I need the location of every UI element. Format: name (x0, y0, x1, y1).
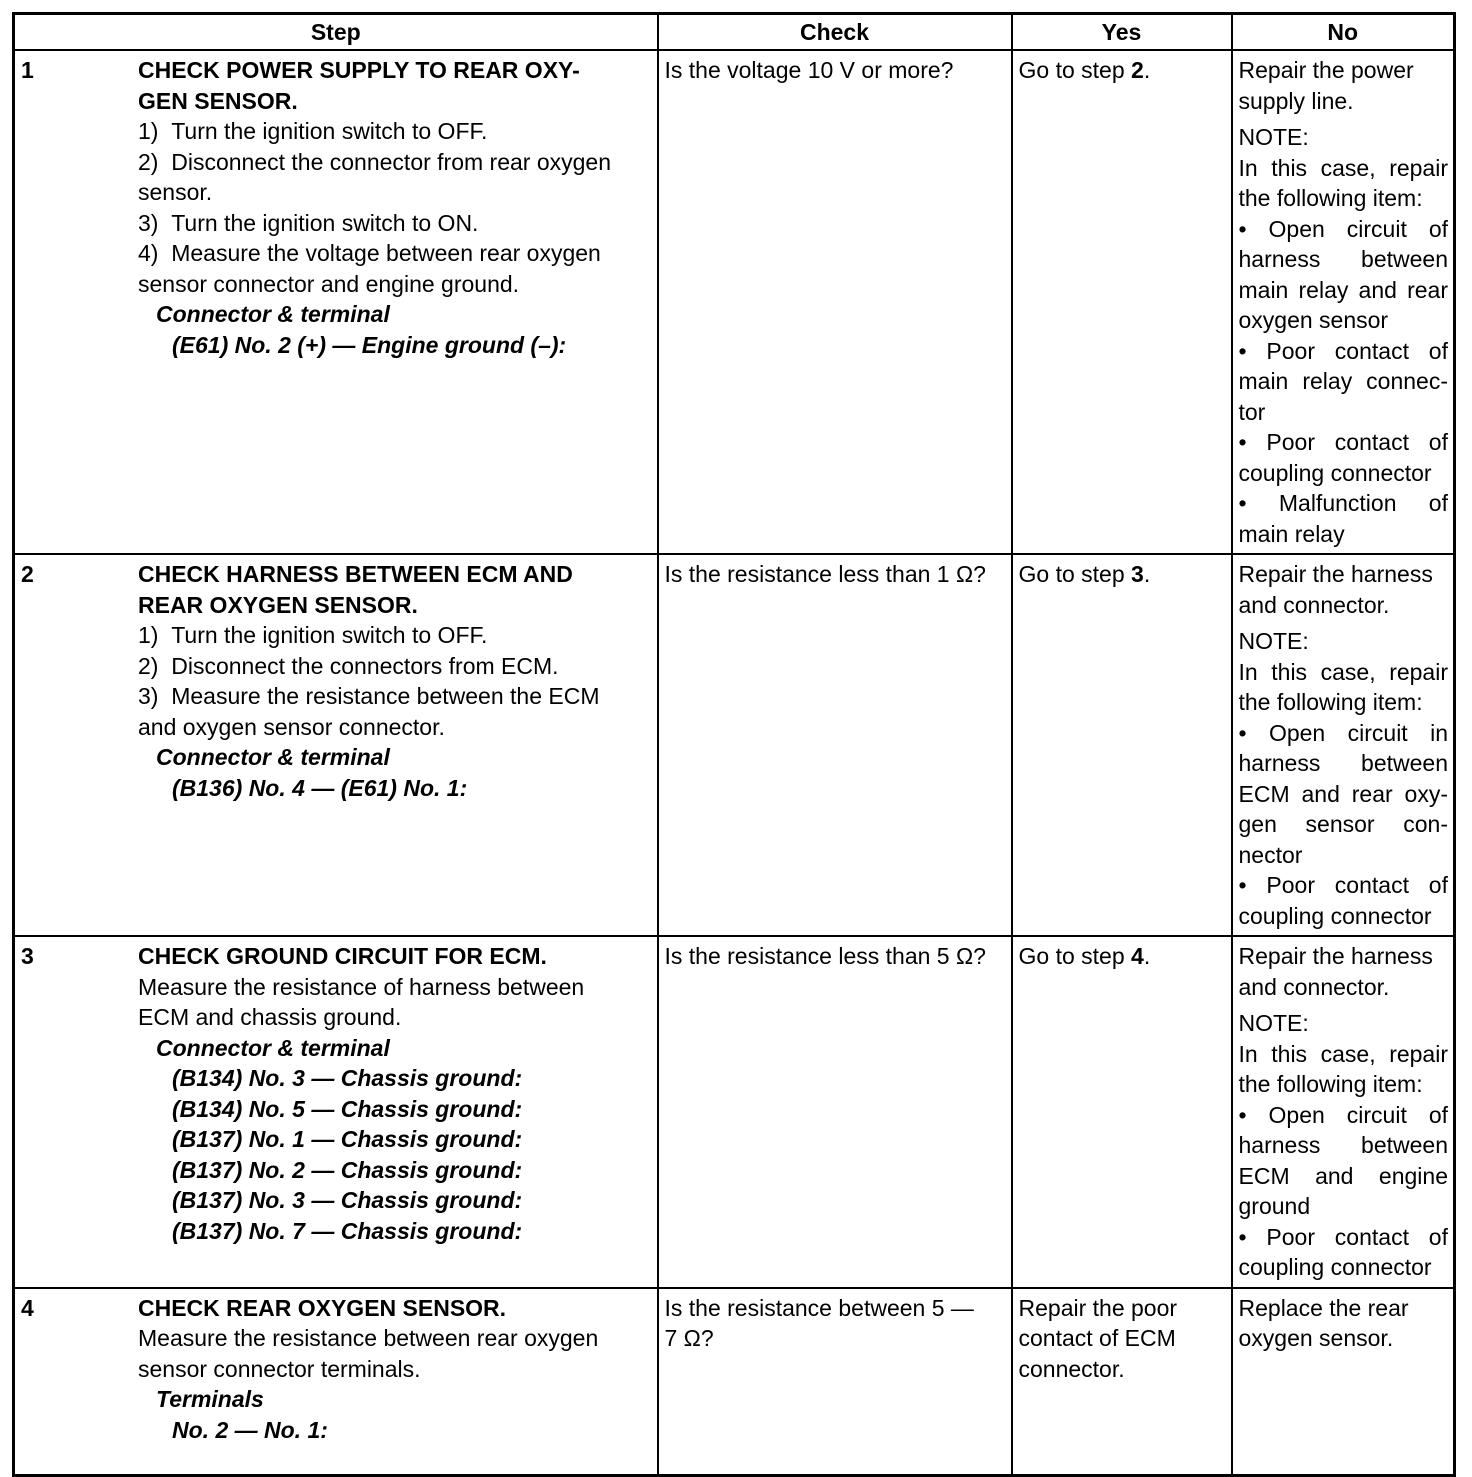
yes-action: connector. (1018, 1355, 1125, 1382)
note-intro: the following item: (1238, 1071, 1423, 1097)
note-item: ground (1238, 1193, 1311, 1219)
no-action: oxygen sensor. (1238, 1325, 1394, 1351)
table-row (14, 1288, 1455, 1476)
note-item: gen sensor con- (1238, 811, 1448, 837)
step-instruction: 3) Turn the ignition switch to ON. (138, 209, 479, 236)
connector-label: Connector & terminal (156, 744, 390, 770)
yes-step-number: 2 (1131, 57, 1144, 83)
note-item: main relay connec- (1238, 368, 1448, 394)
header-yes: Yes (1012, 14, 1232, 51)
no-cell (1232, 554, 1455, 936)
step-title: REAR OXYGEN SENSOR. (138, 591, 418, 618)
check-cell: Is the voltage 10 V or more? (658, 50, 1012, 554)
step-instruction: 2) Disconnect the connectors from ECM. (138, 652, 559, 679)
yes-prefix: Go to step (1018, 561, 1132, 587)
connector-terminal: (B136) No. 4 — (E61) No. 1: (172, 774, 468, 801)
no-action: Replace the rear (1238, 1294, 1409, 1321)
note-item: • Poor contact of (1238, 872, 1448, 898)
note-item: harness between (1238, 246, 1448, 272)
connector-terminal: (B137) No. 1 — Chassis ground: (172, 1126, 523, 1152)
connector-terminal: (E61) No. 2 (+) — Engine ground (–): (172, 331, 567, 358)
step-cell (14, 936, 658, 1288)
connector-terminal: (B137) No. 2 — Chassis ground: (172, 1156, 523, 1183)
step-cell (14, 554, 658, 936)
note-item: • Open circuit of (1238, 1101, 1448, 1128)
no-cell (1232, 936, 1455, 1288)
yes-prefix: Go to step (1018, 943, 1132, 969)
step-title: GEN SENSOR. (138, 87, 298, 114)
yes-action: Repair the poor (1018, 1294, 1178, 1321)
table-row (14, 936, 1455, 1288)
connector-terminal: (B137) No. 3 — Chassis ground: (172, 1187, 523, 1213)
header-step: Step (14, 14, 658, 51)
note-intro: the following item: (1238, 689, 1423, 715)
check-text: Is the resistance between 5 — (664, 1294, 974, 1321)
step-instruction: 1) Turn the ignition switch to OFF. (138, 118, 488, 144)
connector-terminal: (B134) No. 5 — Chassis ground: (172, 1095, 523, 1122)
note-item: harness between (1238, 750, 1448, 776)
note-item: • Poor contact of (1238, 1223, 1448, 1250)
step-title: CHECK HARNESS BETWEEN ECM AND (138, 561, 573, 587)
note-item: • Open circuit in (1238, 719, 1448, 746)
no-cell (1232, 1288, 1455, 1476)
note-item: • Malfunction of (1238, 490, 1448, 516)
no-action: Repair the harness (1238, 943, 1433, 969)
step-instruction: 4) Measure the voltage between rear oxygen (138, 240, 601, 266)
note-item: ECM and engine (1238, 1162, 1448, 1189)
terminals-label: Terminals (156, 1386, 264, 1412)
table-row (14, 50, 1455, 554)
yes-suffix: . (1143, 57, 1151, 83)
yes-step-number: 3 (1131, 561, 1144, 587)
yes-suffix: . (1143, 943, 1151, 969)
step-title: CHECK GROUND CIRCUIT FOR ECM. (138, 943, 547, 969)
yes-cell (1012, 554, 1232, 936)
no-cell (1232, 50, 1455, 554)
step-number: 3 (21, 943, 34, 969)
note-item: nector (1238, 841, 1303, 868)
note-item: • Poor contact of (1238, 337, 1448, 364)
yes-cell (1012, 1288, 1232, 1476)
yes-step-number: 4 (1131, 943, 1144, 969)
step-instruction: sensor. (138, 179, 213, 205)
note-item: coupling connector (1238, 1254, 1432, 1280)
step-cell (14, 50, 658, 554)
no-action: Repair the power (1238, 57, 1414, 83)
no-action: Repair the harness (1238, 561, 1433, 587)
header-row (14, 14, 1455, 51)
note-item: ECM and rear oxy- (1238, 780, 1448, 807)
step-instruction: sensor connector terminals. (138, 1355, 421, 1382)
step-instruction: 2) Disconnect the connector from rear oxygen (138, 148, 612, 175)
diagnostic-table (12, 12, 1456, 1477)
note-item: tor (1238, 398, 1266, 425)
check-cell: Is the resistance less than 1 Ω? (658, 554, 1012, 936)
note-title: NOTE: (1238, 628, 1309, 654)
step-title: CHECK REAR OXYGEN SENSOR. (138, 1294, 507, 1321)
yes-prefix: Go to step (1018, 57, 1132, 83)
no-action: and connector. (1238, 591, 1390, 618)
note-item: • Poor contact of (1238, 429, 1448, 455)
step-instruction: Measure the resistance of harness between (138, 973, 585, 1000)
note-item: • Open circuit of (1238, 215, 1448, 242)
note-intro: In this case, repair (1238, 154, 1448, 181)
connector-terminal: (B134) No. 3 — Chassis ground: (172, 1065, 523, 1091)
note-intro: In this case, repair (1238, 658, 1448, 685)
step-number: 1 (21, 57, 34, 83)
yes-cell (1012, 936, 1232, 1288)
step-instruction: 1) Turn the ignition switch to OFF. (138, 622, 488, 648)
note-item: oxygen sensor (1238, 307, 1389, 333)
note-intro: the following item: (1238, 185, 1423, 211)
step-title: CHECK POWER SUPPLY TO REAR OXY- (138, 57, 580, 83)
yes-cell (1012, 50, 1232, 554)
yes-action: contact of ECM (1018, 1325, 1176, 1351)
step-number: 2 (21, 561, 34, 587)
check-cell: Is the resistance less than 5 Ω? (658, 936, 1012, 1288)
note-title: NOTE: (1238, 124, 1309, 150)
step-instruction: and oxygen sensor connector. (138, 713, 445, 740)
step-cell (14, 1288, 658, 1476)
connector-label: Connector & terminal (156, 301, 390, 327)
connector-terminal: (B137) No. 7 — Chassis ground: (172, 1217, 523, 1244)
header-check: Check (658, 14, 1012, 51)
note-item: coupling connector (1238, 459, 1432, 486)
step-number: 4 (21, 1294, 34, 1321)
header-no: No (1232, 14, 1455, 51)
table-row (14, 554, 1455, 936)
connector-terminal: No. 2 — No. 1: (172, 1416, 328, 1443)
no-action: and connector. (1238, 973, 1390, 1000)
note-intro: In this case, repair (1238, 1040, 1448, 1067)
yes-suffix: . (1143, 561, 1151, 587)
connector-label: Connector & terminal (156, 1034, 390, 1061)
check-cell (658, 1288, 1012, 1476)
step-instruction: sensor connector and engine ground. (138, 270, 520, 297)
step-instruction: 3) Measure the resistance between the ECM (138, 683, 600, 709)
step-instruction: ECM and chassis ground. (138, 1004, 402, 1030)
note-item: harness between (1238, 1132, 1448, 1158)
note-title: NOTE: (1238, 1010, 1309, 1036)
step-instruction: Measure the resistance between rear oxygen (138, 1325, 599, 1351)
note-item: coupling connector (1238, 902, 1432, 929)
check-text: 7 Ω? (664, 1325, 714, 1351)
note-item: main relay (1238, 520, 1345, 547)
no-action: supply line. (1238, 87, 1354, 114)
note-item: main relay and rear (1238, 276, 1448, 303)
